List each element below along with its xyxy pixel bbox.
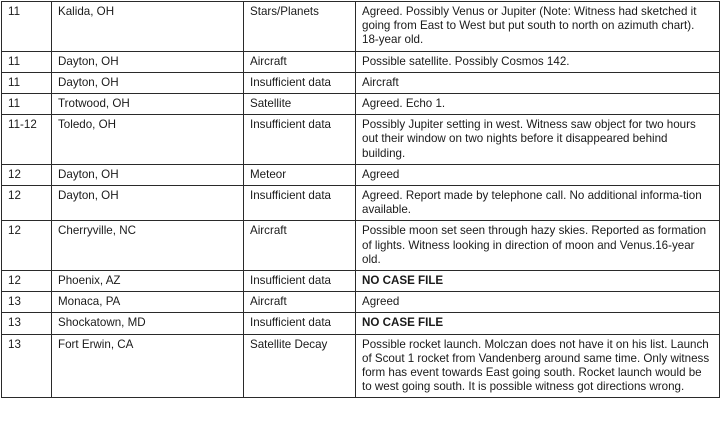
- explanation-cell: Insufficient data: [244, 313, 356, 334]
- comment-cell: NO CASE FILE: [356, 313, 720, 334]
- comment-cell: NO CASE FILE: [356, 271, 720, 292]
- explanation-cell: Satellite: [244, 94, 356, 115]
- location-cell: Cherryville, NC: [52, 221, 244, 271]
- location-cell: Trotwood, OH: [52, 94, 244, 115]
- location-cell: Dayton, OH: [52, 186, 244, 221]
- location-cell: Shockatown, MD: [52, 313, 244, 334]
- location-cell: Dayton, OH: [52, 164, 244, 185]
- comment-cell: Agreed. Echo 1.: [356, 94, 720, 115]
- location-cell: Dayton, OH: [52, 72, 244, 93]
- date-cell: 12: [2, 186, 52, 221]
- explanation-cell: Insufficient data: [244, 72, 356, 93]
- comment-cell: Possibly Jupiter setting in west. Witness saw object for two hours out their window on two nights before it disappeared behind building.: [356, 115, 720, 165]
- explanation-cell: Insufficient data: [244, 186, 356, 221]
- location-cell: Monaca, PA: [52, 292, 244, 313]
- table-row: [2, 313, 720, 334]
- explanation-cell: Meteor: [244, 164, 356, 185]
- comment-cell: Possible rocket launch. Molczan does not have it on his list. Launch of Scout 1 rocket from Vandenberg around same time. Only witness form has event towards East going south. Rocket launch would be to west going south. It is possible witness got directions wrong.: [356, 334, 720, 398]
- table-row: [2, 164, 720, 185]
- location-cell: Kalida, OH: [52, 2, 244, 52]
- date-cell: 13: [2, 334, 52, 398]
- date-cell: 11: [2, 51, 52, 72]
- table-row: [2, 2, 720, 52]
- table-row: [2, 334, 720, 398]
- explanation-cell: Insufficient data: [244, 271, 356, 292]
- date-cell: 12: [2, 221, 52, 271]
- table-row: [2, 51, 720, 72]
- table-row: [2, 72, 720, 93]
- location-cell: Toledo, OH: [52, 115, 244, 165]
- explanation-cell: Satellite Decay: [244, 334, 356, 398]
- explanation-cell: Insufficient data: [244, 115, 356, 165]
- explanation-cell: Aircraft: [244, 51, 356, 72]
- date-cell: 11-12: [2, 115, 52, 165]
- comment-cell: Agreed: [356, 164, 720, 185]
- explanation-cell: Aircraft: [244, 221, 356, 271]
- table-row: [2, 292, 720, 313]
- explanation-cell: Aircraft: [244, 292, 356, 313]
- date-cell: 11: [2, 2, 52, 52]
- date-cell: 13: [2, 313, 52, 334]
- sightings-table-body: [2, 2, 720, 398]
- location-cell: Fort Erwin, CA: [52, 334, 244, 398]
- explanation-cell: Stars/Planets: [244, 2, 356, 52]
- comment-cell: Aircraft: [356, 72, 720, 93]
- comment-cell: Agreed: [356, 292, 720, 313]
- date-cell: 11: [2, 94, 52, 115]
- comment-cell: Agreed. Possibly Venus or Jupiter (Note: Witness had sketched it going from East to West but put south to north on azimuth chart). 18-year old.: [356, 2, 720, 52]
- date-cell: 13: [2, 292, 52, 313]
- comment-cell: Possible satellite. Possibly Cosmos 142.: [356, 51, 720, 72]
- location-cell: Phoenix, AZ: [52, 271, 244, 292]
- location-cell: Dayton, OH: [52, 51, 244, 72]
- table-row: [2, 271, 720, 292]
- sightings-table: [1, 1, 720, 398]
- date-cell: 11: [2, 72, 52, 93]
- date-cell: 12: [2, 271, 52, 292]
- comment-cell: Possible moon set seen through hazy skies. Reported as formation of lights. Witness looking in direction of moon and Venus.16-year old.: [356, 221, 720, 271]
- table-row: [2, 94, 720, 115]
- comment-cell: Agreed. Report made by telephone call. No additional informa-tion available.: [356, 186, 720, 221]
- table-row: [2, 186, 720, 221]
- table-row: [2, 115, 720, 165]
- table-row: [2, 221, 720, 271]
- date-cell: 12: [2, 164, 52, 185]
